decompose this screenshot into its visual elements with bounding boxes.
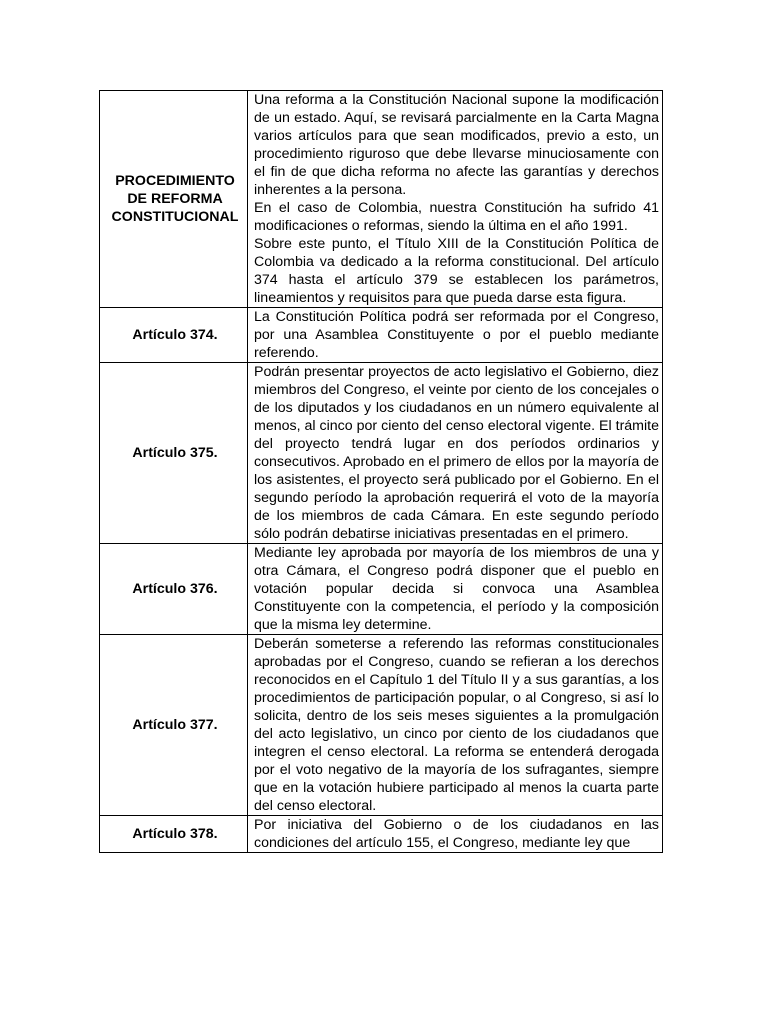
- row-text: [248, 308, 663, 363]
- paragraph: Podrán presentar proyectos de acto legislativo el Gobierno, diez miembros del Congreso, el veinte por ciento de los concejales o de los diputados y los ciudadanos en un número equivalente al menos, al cinco por ciento del censo electoral vigente. El trámite del proyecto tendrá lugar en dos períodos ordinarios y consecutivos. Aprobado en el primero de ellos por la mayoría de los asistentes, el proyecto será publicado por el Gobierno. En el segundo período la aprobación requerirá el voto de la mayoría de los miembros de cada Cámara. En este segundo período sólo podrán debatirse iniciativas presentadas en el primero.: [254, 364, 659, 542]
- table-row: [100, 363, 663, 544]
- table-row: [100, 308, 663, 363]
- paragraph: Una reforma a la Constitución Nacional supone la modificación de un estado. Aquí, se revisará parcialmente en la Carta Magna varios artículos para que sean modificados, previo a esto, un procedimiento riguroso que debe llevarse minuciosamente con el fin de que dicha reforma no afecte las garantías y derechos inherentes a la persona.: [254, 92, 659, 198]
- row-label: PROCEDIMIENTO DE REFORMA CONSTITUCIONAL: [100, 91, 248, 308]
- paragraph: Sobre este punto, el Título XIII de la Constitución Política de Colombia va dedicado a la reforma constitucional. Del artículo 374 hasta el artículo 379 se establecen los parámetros, lineamientos y requisitos para que pueda darse esta figura.: [254, 236, 659, 306]
- table-row: [100, 544, 663, 635]
- paragraph: Por iniciativa del Gobierno o de los ciudadanos en las condiciones del artículo 155, el Congreso, mediante ley que: [254, 817, 659, 851]
- row-label: Artículo 374.: [100, 308, 248, 363]
- row-label: Artículo 378.: [100, 816, 248, 853]
- paragraph: Mediante ley aprobada por mayoría de los miembros de una y otra Cámara, el Congreso podrá disponer que el pueblo en votación popular decida si convoca una Asamblea Constituyente con la competencia, el período y la composición que la misma ley determine.: [254, 545, 659, 633]
- table-row: [100, 816, 663, 853]
- row-text: [248, 816, 663, 853]
- row-text: [248, 363, 663, 544]
- paragraph: En el caso de Colombia, nuestra Constitución ha sufrido 41 modificaciones o reformas, siendo la última en el año 1991.: [254, 200, 659, 234]
- paragraph: La Constitución Política podrá ser reformada por el Congreso, por una Asamblea Constituyente o por el pueblo mediante referendo.: [254, 309, 659, 361]
- reform-table: [99, 90, 663, 853]
- row-label: Artículo 376.: [100, 544, 248, 635]
- table-row: [100, 91, 663, 308]
- row-text: [248, 635, 663, 816]
- row-label: Artículo 377.: [100, 635, 248, 816]
- table-row: [100, 635, 663, 816]
- row-text: [248, 91, 663, 308]
- row-text: [248, 544, 663, 635]
- paragraph: Deberán someterse a referendo las reformas constitucionales aprobadas por el Congreso, cuando se refieran a los derechos reconocidos en el Capítulo 1 del Título II y a sus garantías, a los procedimientos de participación popular, o al Congreso, si así lo solicita, dentro de los seis meses siguientes a la promulgación del acto legislativo, un cinco por ciento de los ciudadanos que integren el censo electoral. La reforma se entenderá derogada por el voto negativo de la mayoría de los sufragantes, siempre que en la votación hubiere participado al menos la cuarta parte del censo electoral.: [254, 636, 659, 814]
- row-label: Artículo 375.: [100, 363, 248, 544]
